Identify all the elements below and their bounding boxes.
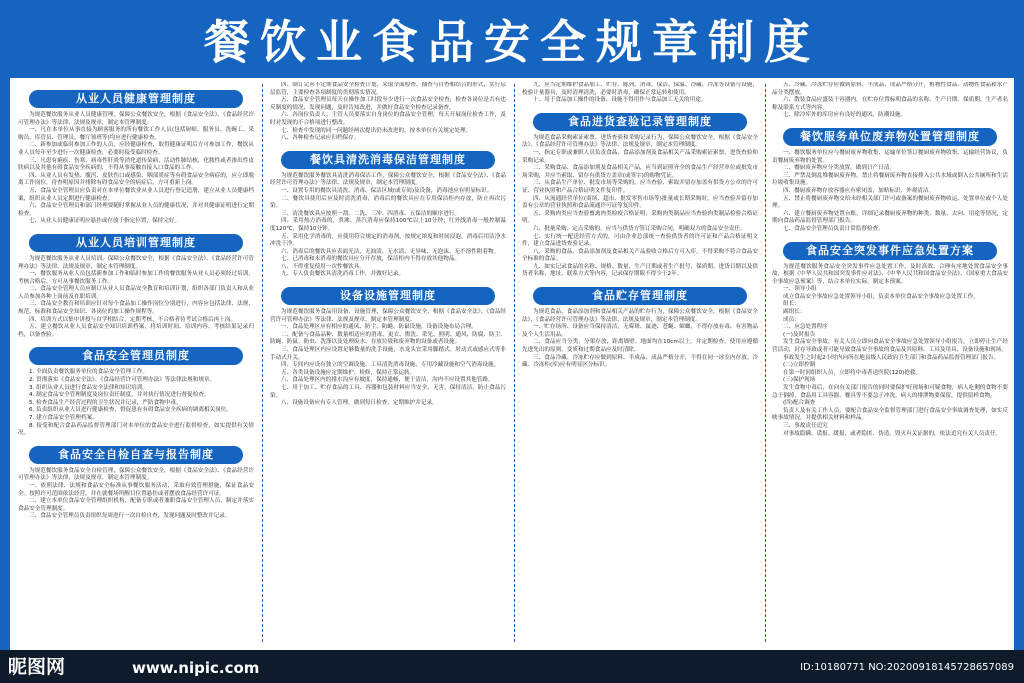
section-paragraph: 四、餐厨废弃物存放容器应有密闭盖，加贴标识，外观清洁。	[783, 187, 935, 194]
section-paragraph: 九、应当定期维护食品加工、贮存、陈列、消毒、保洁、保温、冷藏、冷冻等设备与设施，校验计量器具，及时清理清洗，必要时消毒，确保正常运转和使用。	[522, 82, 758, 96]
section-paragraph: 5. 检查食品生产经营过程的卫生状况并记录，严防食物中毒。	[29, 399, 182, 406]
section-paragraph: 为规范餐饮服务食品安全自检管理，保障公众餐饮安全，根据《食品安全法》、《食品经营许可管理办法》等法律、法规及规章，制定本管理制度。	[18, 467, 254, 482]
section-paragraph: 五、采用化学消毒的，应使用符合规定的消毒剂，按规定浓度和时间浸泡，消毒后用洁净水冲洗干净。	[270, 233, 506, 248]
section-paragraph: 一、设置专用的餐饮具清洗、消毒、保洁区域(或专间)及设备，消毒池应有明显标识。	[281, 187, 493, 194]
section-paragraph: 为规范餐饮服务餐饮具清洗消毒保洁工作，保障公众餐饮安全，根据《食品安全法》、《食品经营许可管理办法》等法律、法规及规章，制定本管理制度。	[270, 172, 506, 187]
section-paragraph: 事故发生之时起2小时内向所在地县级人民政府卫生部门和食品药品监督管理部门报告。	[783, 354, 1000, 361]
section-paragraph: 成立食品安全事故应急处置领导小组，负责本单位食品安全事故应急处置工作。	[783, 293, 979, 300]
section-heading: 食品安全突发事件应急处置方案	[783, 242, 997, 260]
section-paragraph: 七、检查中发现的同一问题经两次提出仍未改进的，按本单位有关规定处理。	[281, 127, 472, 134]
section-paragraph: 二、食品安全管理人员应制订从业人员食品安全教育和培训计划，组织各部门负责人和从业人员参加各种上岗前及在职培训。	[18, 286, 254, 300]
section-paragraph: 八、各种检查记录应归档保存。	[281, 135, 360, 142]
column-1	[16, 82, 256, 644]
section-paragraph: 组长：	[783, 301, 800, 308]
section-paragraph: 六、消毒后的餐饮具应表面光洁，无油渍、无水渍、无异味、无泡沫、无不溶性附着物。	[281, 248, 500, 255]
section-paragraph: 三、食品安全教育和培训应针对每个食品加工操作岗位分别进行，内容应包括法律、法规、规范、标准和食品安全知识、各岗位的加工操作规程等。	[18, 301, 254, 316]
section-paragraph: (二)立即控制	[783, 362, 816, 369]
section-paragraph: 五、建立餐饮从业人员食品安全知识培训档案，将培训时间、培训内容、考核结果记录归档，以备查验。	[18, 324, 254, 338]
section-paragraph: 为规范餐饮服务从业人员健康管理，保障公众餐饮安全，根据《食品安全法》、《食品经营许可管理办法》等法律、法规及规章，制定本管理制度。	[18, 112, 254, 126]
section-paragraph: 一、餐饮服务单位应与餐厨废弃物收集、运输单位签订餐厨废弃物收集、运输经营协议，负责餐厨废弃物的处置。	[772, 149, 1008, 164]
section-paragraph: 一、凡在本单位从事直接为顾客服务的所有餐饮工作人员(包括厨师、服务员、洗碗工、采购员、库管员、管理员、餐厅领班等)均应进行健康检查。	[18, 127, 254, 141]
section-paragraph: 为规范食品采购索证索票、进货查验和采购记录行为，保障公众餐饮安全，根据《食品安全法》、《食品经营许可管理办法》等法律、法规及规章，制定本管理制度。	[522, 134, 758, 149]
section-paragraph: 6. 负责组织从业人员进行健康检查，督促患有有碍食品安全疾病的调离相关岗位。	[29, 407, 232, 414]
section-paragraph: 八、设施设备应有专人管理，做到每日检查、定期维护并记录。	[281, 400, 438, 407]
section-heading: 餐饮具清洗消毒保洁管理制度	[281, 151, 495, 169]
section-paragraph: 二、餐饮具使用后应及时清洗消毒，消毒后的餐饮具应在专用保洁柜内存放，防止再次污染。	[270, 195, 506, 210]
section-heading: 餐饮服务单位废弃物处置管理制度	[783, 128, 997, 146]
site-logo: 昵图网	[8, 656, 66, 678]
section-paragraph: 三、凡患有痢疾、伤寒、病毒性肝炎等消化道传染病，活动性肺结核，化脓性或者渗出性皮肤病以及其他有碍食品安全疾病的，不得从事接触直接入口食品的工作。	[18, 157, 254, 172]
section-heading: 从业人员健康管理制度	[29, 90, 243, 108]
section-paragraph: 8. 接受和配合食品药品监督管理部门对本单位的食品安全进行监督检查，如实提供有关情况。	[18, 422, 254, 437]
section-heading: 设备设施管理制度	[281, 287, 495, 305]
section-paragraph: 为规范餐饮服务食品用设备、设施管理，保障公众餐饮安全，根据《食品安全法》、《食品经营许可管理办法》等法律、法规及规章，制定本管理制度。	[270, 309, 506, 323]
section-paragraph: 为规范餐饮服务从业人员培训，保障公众餐饮安全，根据《食品安全法》、《食品经营许可管理办法》等法律、法规及规章，制定本管理制度。	[18, 255, 254, 270]
section-paragraph: 一、依照法律、法规和食品安全标准从事餐饮服务活动，采取有效管理措施，保证食品安全。按照许可范围依法经营，并在就餐场所醒目位置悬挂或者摆放食品经营许可证。	[18, 482, 254, 497]
section-paragraph: 五、食品安全管理员每天在操作加工时段至少进行一次食品安全检查，检查各岗位是否有违反制度的情况，发现问题，及时告知改进，并做好食品安全检查记录备查。	[270, 97, 506, 111]
section-paragraph: 2. 贯彻落实《食品安全法》、《食品经营许可管理办法》等法律法规和规章。	[29, 377, 216, 384]
section-paragraph: 六、建立餐厨废弃物处置台账，详细记录餐厨废弃物的种类、数量、去向、用途等情况，定期向食品药品监督管理部门报告。	[772, 210, 1008, 225]
section-paragraph: 三、食品安全管理员负责组织每周进行一次自检自查，发现问题及时整改并记录。	[29, 513, 231, 520]
section-paragraph: 3. 组织从业人员进行食品安全法律和知识培训。	[29, 384, 148, 391]
section-paragraph: 7. 建立食品安全管理档案。	[29, 415, 98, 421]
section-paragraph: 为规范餐饮服务食品安全突发事件应急处置工作，及时高效、合理有序地处置食品安全事故，根据《中华人民共和国突发事件应对法》、《中华人民共和国食品安全法》、《国家重大食品安全事故应急预案》等，结合本单位实际，制定本预案。	[772, 263, 1008, 285]
section-paragraph: 六、各岗位负责人、主管人员要落实自身岗位的食品安全管理，每天开展岗位检查工作，及时对发现的不合格项进行整改。	[270, 112, 506, 126]
site-url: www.nipic.com	[132, 659, 260, 677]
section-paragraph: 二、餐厨废弃物应分类放置，做到日产日清。	[783, 165, 895, 172]
section-paragraph: 成员：	[783, 316, 800, 323]
section-paragraph: 六、批量采购、定点采购的，应当与供货方签订采购合同，明确双方的食品安全责任。	[533, 225, 746, 232]
section-paragraph: 一、领导小组	[783, 286, 817, 293]
section-paragraph: 对事故隐瞒、谎报、缓报，或者隐匿、伪造、毁灭有关证据的，依法追究有关人员责任。	[783, 430, 1002, 437]
section-paragraph: 十、用于食品加工操作的设备、设施不得用作与食品加工无关的用途。	[533, 97, 707, 104]
section-paragraph: 三、从食品生产单位、批发市场等采购的，应当查验、索取并留存加盖有供货方公章的许可证、营业执照和产品合格证明文件复印件。	[522, 180, 758, 194]
section-paragraph: 五、采购肉类应当查验畜禽肉类检疫合格证明；采购肉类制品应当查验肉类制品检验合格证明。	[522, 210, 758, 225]
section-paragraph: 为规范食品、食品添加剂和食品相关产品的贮存行为，保障公众餐饮安全，根据《食品安全法》、《食品经营许可管理办法》等法律、法规及规章，制定本管理制度。	[522, 309, 758, 323]
column-divider	[262, 84, 263, 642]
section-heading: 食品安全管理员制度	[29, 347, 243, 365]
column-divider	[765, 84, 766, 642]
section-paragraph: 二、新参加或临时参加工作的人员，应经健康检查，取得健康证明后方可参加工作，餐饮从业人员每年至少进行一次健康检查，必要时接受临时检查。	[18, 142, 254, 156]
section-paragraph: 4. 制定食品安全管理制度及岗位责任制度，并对执行情况进行督促检查。	[29, 392, 210, 399]
section-paragraph: 五、禁止将餐厨废弃物交给未经相关部门许可或备案的餐厨废弃物收运、处置单位或个人处理。	[772, 195, 1008, 210]
section-paragraph: 五、食品安全管理员应负责对在本单位餐饮业从业人员进行登记造册，建立从业人员健康档案，组织从业人员定期进行健康检查。	[18, 187, 254, 202]
section-paragraph: 四、采用热力消毒的，煮沸、蒸汽消毒应保持100℃以上10分钟；红外线消毒一般控制温度120℃，保持10分钟。	[270, 218, 506, 232]
section-paragraph: 一、贮存场所、设备应当保持清洁，无霉斑、鼠迹、苍蝇、蟑螂，不得存放有毒、有害物品及个人生活用品。	[522, 324, 758, 338]
section-paragraph: 三、食品冷藏、冷冻贮存应做到原料、半成品、成品严格分开，不得在同一冰室内存放。冷藏、冷冻柜(库)应有明显区分标识。	[522, 354, 758, 369]
section-paragraph: 四、从流通经营单位(商场、超市、批发零售市场等)批量或长期采购时，应当查验并留存加盖有公章的营业执照和食品流通许可证等复印件。	[522, 195, 758, 210]
section-paragraph: 1. 全面负责餐饮服务单位的食品安全管理工作。	[29, 369, 148, 376]
section-paragraph: 七、从业人员健康证明应悬挂或存放于指定位置，保持完好。	[29, 218, 181, 225]
section-paragraph: 三、清洗餐饮具应按照一刮、二洗、三冲、四消毒、五保洁的顺序进行。	[281, 210, 461, 217]
section-paragraph: 三、严禁乱倒乱堆餐厨废弃物，禁止将餐厨废弃物直接排入公共水域或倒入公共厕所和生活垃圾收集设施。	[772, 172, 1008, 187]
section-paragraph: (四)配合调查	[783, 400, 816, 407]
section-paragraph: 在第一时间组织人员，立即将中毒者送医院(120)抢救。	[783, 369, 922, 376]
section-paragraph: 九、如实记录食品的名称、规格、数量、生产日期或者生产批号、保质期、进货日期以及供货者名称、地址、联系方式等内容，记录保存期限不得少于2年。	[522, 263, 758, 278]
section-paragraph: 四、专间内应设有独立的空调设施、工具清洗消毒设施、专用冷藏设施和空气消毒设施。	[281, 362, 500, 369]
section-paragraph: 一、食品处理区应有相应的通风、防尘、防蝇、防鼠设施，设备设施布局合理。	[281, 324, 477, 331]
content-panel	[10, 78, 1014, 650]
section-heading: 食品进货查验记录管理制度	[533, 113, 747, 131]
section-paragraph: 七、除冷库外的库房应有良好的通风、防潮设施。	[783, 112, 907, 119]
section-paragraph: 四、制订完善不定期食品安全检查计划，采取全面检查、抽查与自查相结合的形式，实行层层监管，主要检查各项制度的贯彻落实情况。	[270, 82, 506, 96]
section-paragraph: 七、用于加工、贮存食品的工具、容器和包装材料应当安全、无害，保持清洁，防止食品污染。	[270, 385, 506, 399]
section-paragraph: 五、各类设备设施应定期维护、检修，保持正常运转。	[281, 369, 416, 376]
section-heading: 食品贮存管理制度	[533, 287, 747, 305]
section-paragraph: 一、指定专职或兼职人员负责食品、食品添加剂及食品相关产品采购索证索票、进货查验和采购记录。	[522, 149, 758, 164]
section-paragraph: 五、冷藏、冷冻贮存应做到原料、半成品、成品严格分开，植物性食品、动物性食品和水产品分类摆放。	[772, 82, 1008, 96]
section-paragraph: 四、培训方式以集中讲授与自学相结合，定期考核，不合格者待考试合格后再上岗。	[29, 316, 236, 323]
section-paragraph: 二、配备与食品品种、数量相适应的消毒、更衣、盥洗、采光、照明、通风、防腐、防尘、防蝇、防鼠、防虫、洗涤以及处理废水、存放垃圾和废弃物的设备或者设施。	[270, 331, 506, 346]
watermark-footer	[0, 650, 1024, 683]
section-paragraph: 三、食品处理区内应设置足够数量的洗手设施，水龙头宜采用脚踏式、肘动式或感应式等非手动式开关。	[270, 347, 506, 361]
section-paragraph: 发生食物中毒后，在向有关部门报告的同时要保护好现场和可疑食物，病人吃剩的食物不要急于倒掉，食品用工具容器、餐具等不要急于冲洗，病人的排泄物要保留，提供留样食物。	[772, 385, 1008, 399]
section-paragraph: 七、已消毒和未消毒的餐饮具应分开存放，保洁柜内不得存放其他物品。	[281, 256, 461, 263]
section-paragraph: 六、食品处理区内的排水沟应有坡度，保持通畅，便于清洁，沟内不应设置其他管路。	[281, 377, 494, 384]
section-paragraph: 发生食品安全事故，有关人员立即向食品安全事故应急处置领导小组报告，立即停止生产经营活动，封存导致或者可能导致食品安全事故的食品及其原料、工具及用具、设备设施和现场。	[772, 339, 1008, 354]
image-id-label: ID:10180771 NO:20200918145728657089	[800, 662, 1014, 673]
section-paragraph: 二、采购食品、食品添加剂及食品相关产品，应当到证照齐全的食品生产经营单位或批发市场采购，并应当索取、留存有供货方盖章(或签字)的购物凭证。	[522, 165, 758, 179]
column-3	[520, 82, 760, 644]
section-paragraph: 一、餐饮服务从业人员包括新参加工作和临时参加工作的餐饮服务从业人员必须经过培训，考核合格后，方可从事餐饮服务工作。	[18, 271, 254, 285]
section-heading: 从业人员培训管理制度	[29, 234, 243, 252]
page-title: 餐饮业食品安全规章制度	[204, 15, 820, 69]
section-paragraph: 六、散装食品应盛装于容器内，在贮存位置标明食品的名称、生产日期、保质期、生产者名称及联系方式等内容。	[772, 97, 1008, 111]
column-4	[770, 82, 1010, 644]
section-paragraph: 副组长：	[783, 309, 806, 316]
section-paragraph: 三、事故责任追究	[783, 422, 828, 429]
section-paragraph: 七、食品安全管理员负责日常监督检查。	[783, 225, 884, 232]
section-paragraph: 九、专人负责餐饮具清洗消毒工作，并做好记录。	[281, 271, 405, 278]
section-paragraph: (三)保护现场	[783, 377, 816, 384]
column-divider	[514, 84, 515, 642]
section-paragraph: 七、实行统一配送经营方式的，可由企业总部统一查验供货者的许可证和产品合格证明文件，建立食品进货查验记录。	[522, 233, 758, 248]
section-paragraph: (一)及时报告	[783, 331, 816, 338]
section-paragraph: 八、不得重复使用一次性餐饮具。	[281, 263, 365, 270]
section-heading: 食品安全自检自查与报告制度	[29, 446, 243, 464]
section-paragraph: 八、采购的食品、食品添加剂及食品相关产品验收合格后方可入库，不得采购不符合食品安全标准的食品。	[522, 248, 758, 263]
section-paragraph: 六、食品安全管理员和部门经理要随时掌握从业人员的健康状况，并对其健康证明进行定期检查。	[18, 203, 254, 217]
column-2	[268, 82, 508, 644]
section-paragraph: 二、食品应当分类、分架存放，距离墙壁、地面均在10cm以上，并定期检查，使用应遵循先进先出的原则，变质和过期食品应及时清除。	[522, 339, 758, 354]
section-paragraph: 二、建立本单位食品安全管理组织机构，配备专职或者兼职食品安全管理人员，制定并落实食品安全管理制度。	[18, 498, 254, 512]
section-paragraph: 四、从业人员有发热、腹泻、皮肤伤口或感染、咽部炎症等有碍食品安全病症的，应立即脱离工作岗位，待查明原因并排除有碍食品安全的病症后，方可重新上岗。	[18, 172, 254, 187]
section-paragraph: 二、应急处置程序	[783, 324, 828, 331]
section-paragraph: 负责人及有关工作人员，要配合食品安全监督管理部门进行食品安全事故调查处理，如实反映事故情况，并提供相关材料和样品。	[772, 407, 1008, 422]
